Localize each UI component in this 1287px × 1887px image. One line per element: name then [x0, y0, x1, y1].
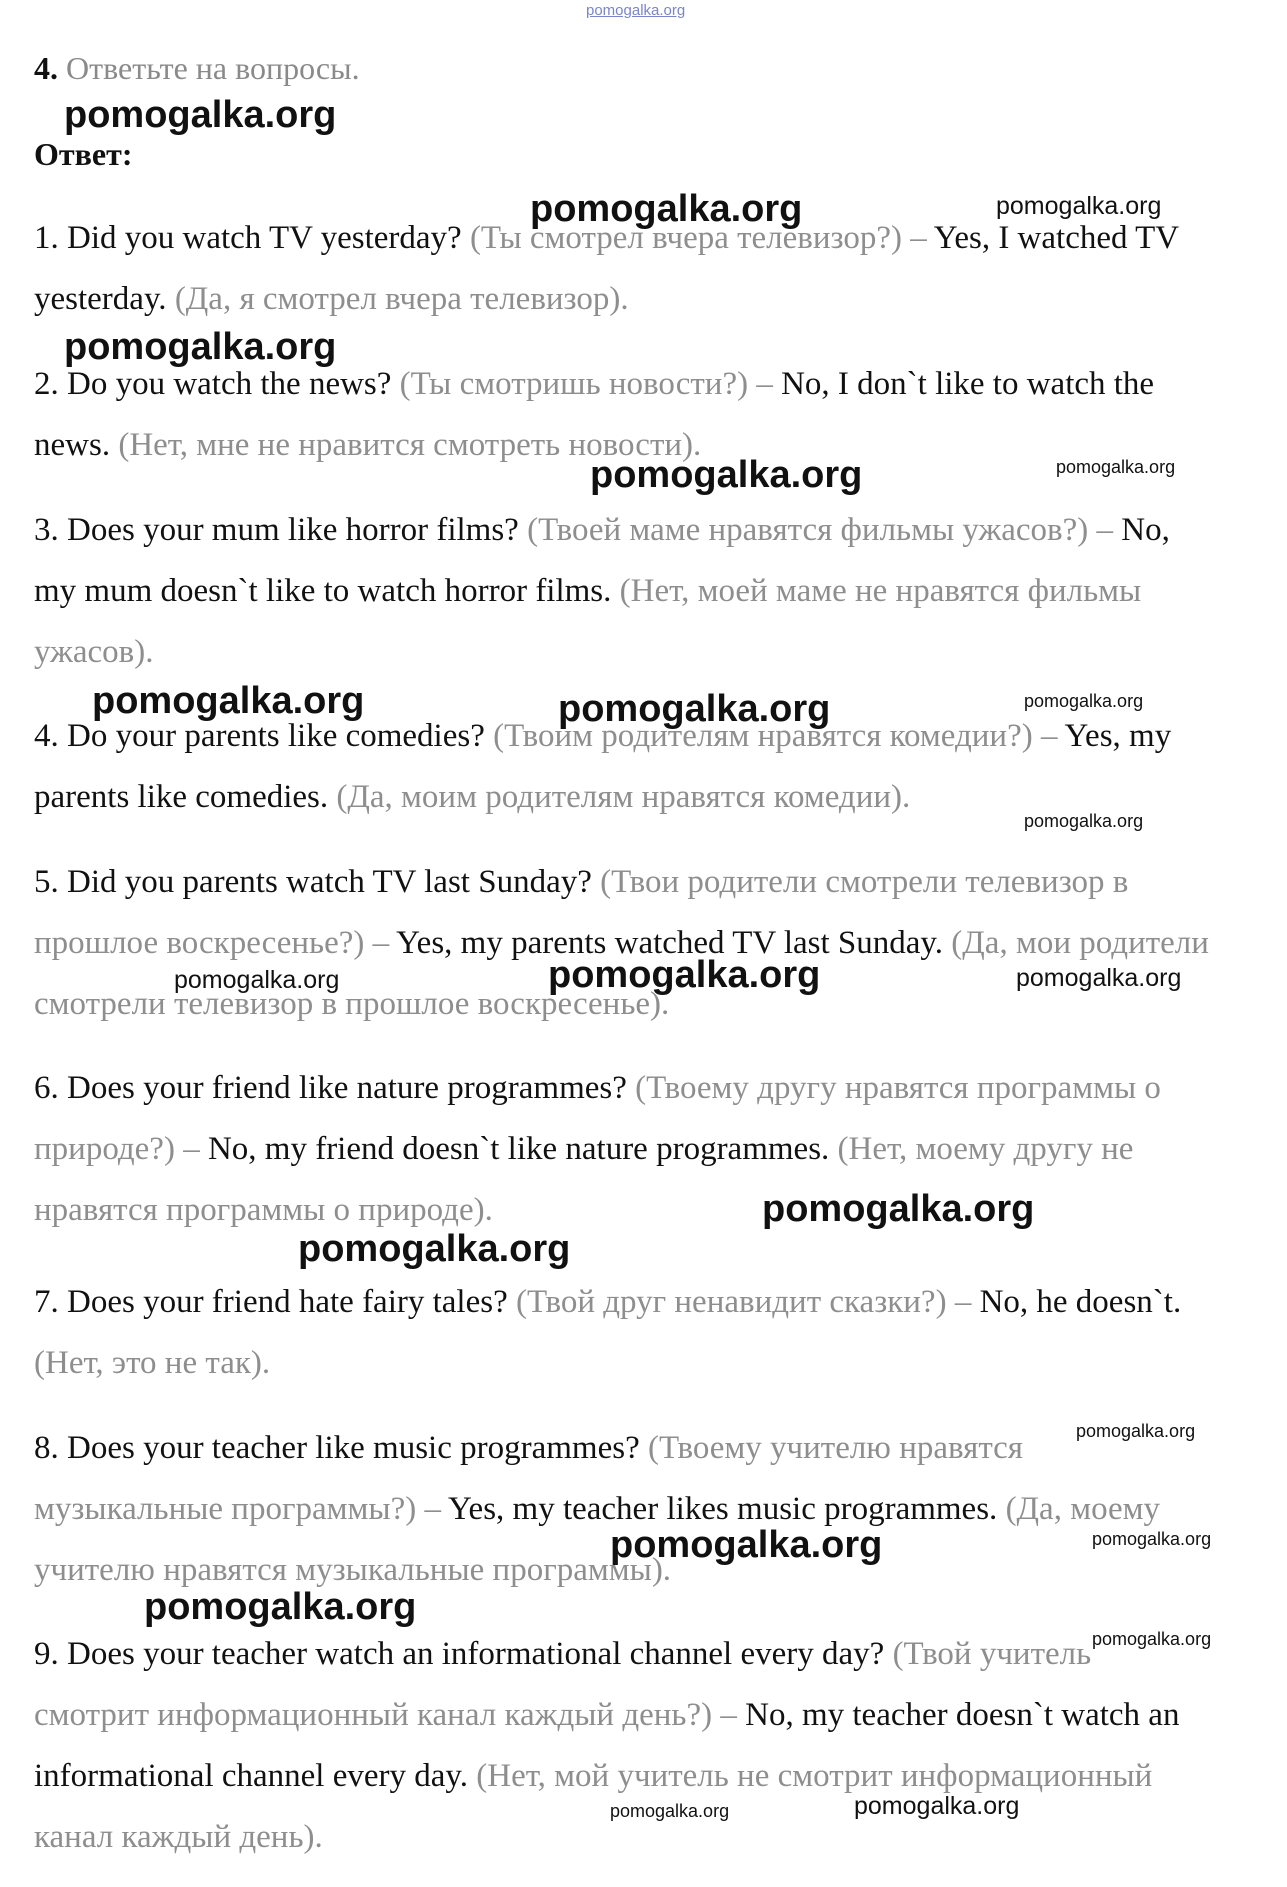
question-ru: (Твоей маме нравятся фильмы ужасов?)	[527, 512, 1089, 548]
watermark: pomogalka.org	[92, 680, 365, 722]
watermark: pomogalka.org	[1024, 691, 1144, 711]
watermark: pomogalka.org	[996, 192, 1162, 220]
watermark: pomogalka.org	[144, 1586, 417, 1628]
question-en: 3. Does your mum like horror films?	[34, 512, 519, 548]
answer-ru: (Да, моим родителям нравятся комедии).	[336, 779, 911, 815]
watermark: pomogalka.org	[64, 326, 337, 368]
qa-item-3	[34, 500, 1214, 683]
question-ru: (Ты смотришь новости?)	[399, 366, 749, 402]
question-en: 6. Does your friend like nature programmes?	[34, 1070, 627, 1106]
question-en: 4. Do your parents like comedies?	[34, 718, 485, 754]
watermark: pomogalka.org	[610, 1524, 883, 1566]
watermark: pomogalka.org	[1024, 811, 1144, 831]
answer-en: Yes, my parents watched TV last Sunday.	[396, 925, 944, 961]
qa-item-9	[34, 1624, 1214, 1868]
watermark: pomogalka.org	[1076, 1421, 1196, 1441]
site-header-link[interactable]: pomogalka.org	[586, 2, 686, 19]
answer-ru: (Да, я смотрел вчера телевизор).	[174, 281, 629, 317]
answer-en: Yes, I watched TV yesterday.	[34, 220, 1179, 317]
watermark: pomogalka.org	[530, 188, 803, 230]
question-ru: (Твой друг ненавидит сказки?)	[515, 1284, 947, 1320]
answer-ru: (Нет, моему другу не нравятся программы о природе).	[34, 1131, 1134, 1228]
question-en: 2. Do you watch the news?	[34, 366, 392, 402]
question-en: 1. Did you watch TV yesterday?	[34, 220, 462, 256]
question-en: 5. Did you parents watch TV last Sunday?	[34, 864, 592, 900]
answer-en: No, my mum doesn`t like to watch horror films.	[34, 512, 1170, 609]
dash: –	[174, 1131, 208, 1167]
watermark: pomogalka.org	[610, 1801, 730, 1821]
watermark: pomogalka.org	[1092, 1529, 1212, 1549]
answer-en: No, I don`t like to watch the news.	[34, 366, 1155, 463]
task-number: 4.	[34, 50, 58, 86]
dash: –	[902, 220, 934, 256]
dash: –	[1088, 512, 1122, 548]
question-ru: (Твоим родителям нравятся комедии?)	[493, 718, 1033, 754]
question-en: 9. Does your teacher watch an informational channel every day?	[34, 1636, 885, 1672]
watermark: pomogalka.org	[590, 454, 863, 496]
answer-en: Yes, my parents like comedies.	[34, 718, 1172, 815]
question-ru: (Твои родители смотрели телевизор в прошлое воскресенье?)	[34, 864, 1129, 961]
task-instruction: Ответьте на вопросы.	[66, 50, 360, 86]
watermark: pomogalka.org	[762, 1188, 1035, 1230]
watermark: pomogalka.org	[64, 94, 337, 136]
watermark: pomogalka.org	[548, 954, 821, 996]
answer-ru: (Нет, это не так).	[34, 1345, 271, 1381]
answer-ru: (Да, моему учителю нравятся музыкальные программы).	[34, 1491, 1161, 1588]
dash: –	[364, 925, 397, 961]
watermark: pomogalka.org	[1056, 457, 1176, 477]
answer-ru: (Нет, мой учитель не смотрит информационный канал каждый день).	[34, 1758, 1153, 1855]
question-en: 8. Does your teacher like music programmes?	[34, 1430, 640, 1466]
question-ru: (Твоему другу нравятся программы о природе?)	[34, 1070, 1161, 1167]
qa-item-7	[34, 1272, 1214, 1394]
answer-en: No, my friend doesn`t like nature programmes.	[207, 1131, 830, 1167]
watermark: pomogalka.org	[558, 688, 831, 730]
question-ru: (Твой учитель смотрит информационный канал каждый день?)	[34, 1636, 1092, 1733]
dash: –	[416, 1491, 449, 1527]
dash: –	[1032, 718, 1065, 754]
watermark: pomogalka.org	[854, 1792, 1020, 1820]
answer-ru: (Да, мои родители смотрели телевизор в прошлое воскресенье).	[34, 925, 1209, 1022]
watermark: pomogalka.org	[1092, 1629, 1212, 1649]
task-heading	[34, 48, 360, 88]
question-ru: (Ты смотрел вчера телевизор?)	[469, 220, 903, 256]
watermark: pomogalka.org	[174, 966, 340, 994]
question-ru: (Твоему учителю нравятся музыкальные программы?)	[34, 1430, 1023, 1527]
qa-item-5	[34, 852, 1214, 1035]
question-en: 7. Does your friend hate fairy tales?	[34, 1284, 508, 1320]
answer-en: No, my teacher doesn`t watch an informational channel every day.	[34, 1697, 1180, 1794]
answer-en: Yes, my teacher likes music programmes.	[448, 1491, 998, 1527]
answer-ru: (Нет, мне не нравится смотреть новости).	[118, 427, 702, 463]
answer-en: No, he doesn`t.	[979, 1284, 1182, 1320]
qa-item-8	[34, 1418, 1214, 1601]
answer-ru: (Нет, моей маме не нравятся фильмы ужасов).	[34, 573, 1142, 670]
dash: –	[748, 366, 782, 402]
dash: –	[946, 1284, 980, 1320]
qa-item-6	[34, 1058, 1214, 1241]
watermark: pomogalka.org	[1016, 964, 1182, 992]
watermark: pomogalka.org	[298, 1228, 571, 1270]
dash: –	[712, 1697, 746, 1733]
answer-label: Ответ:	[34, 136, 133, 172]
